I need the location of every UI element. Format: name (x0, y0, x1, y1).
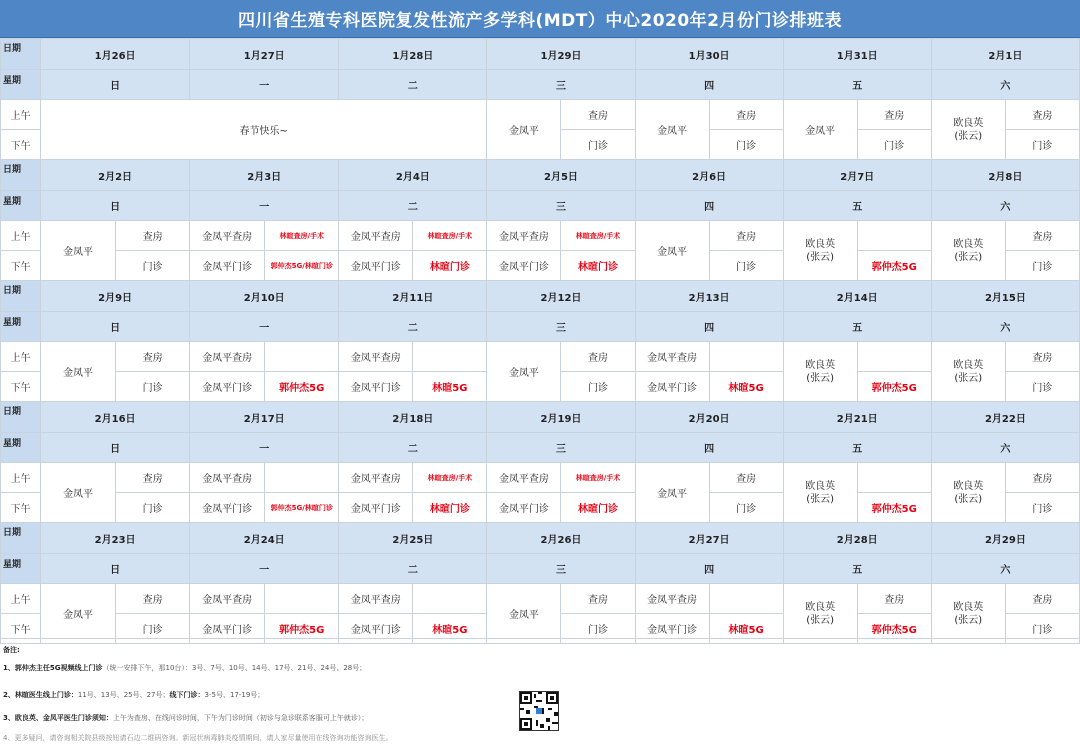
weekday-cell: 三 (487, 554, 635, 584)
rounds-cell: 查房 (709, 221, 783, 251)
lin-clinic-cell: 林暄门诊 (561, 251, 635, 281)
date-cell: 2月1日 (931, 39, 1079, 70)
doctor-cell: 欧良英 (张云) (783, 463, 857, 523)
lin-surgery-cell: 林暄查房/手术 (561, 463, 635, 493)
jin-clinic-cell: 金凤平门诊 (339, 372, 413, 402)
weekday-cell: 二 (339, 433, 487, 463)
date-cell: 2月2日 (41, 160, 190, 191)
clinic-cell: 门诊 (1005, 493, 1079, 523)
empty-cell (857, 463, 931, 493)
empty-cell (413, 584, 487, 614)
doctor-cell: 金凤平 (41, 584, 116, 644)
weekday-cell: 一 (190, 554, 339, 584)
date-label: 日期 (3, 528, 22, 538)
doctor-cell: 金凤平 (487, 584, 561, 644)
lin-surgery-cell: 林暄查房/手术 (413, 463, 487, 493)
date-cell: 2月23日 (41, 523, 190, 554)
clinic-cell: 门诊 (709, 493, 783, 523)
rounds-cell: 查房 (1005, 584, 1079, 614)
jin-clinic-cell: 金凤平门诊 (635, 372, 709, 402)
lin-surgery-cell: 林暄查房/手术 (561, 221, 635, 251)
clinic-cell: 门诊 (709, 251, 783, 281)
clinic-cell: 门诊 (1005, 251, 1079, 281)
date-cell: 2月18日 (339, 402, 487, 433)
date-cell: 2月21日 (783, 402, 931, 433)
guo-5g-cell: 郭仲杰5G (857, 493, 931, 523)
note-1-label: 1、郭仲杰主任5G视频线上门诊 (3, 664, 103, 672)
date-header-label (1, 160, 41, 191)
date-cell: 2月24日 (190, 523, 339, 554)
rounds-cell: 查房 (709, 463, 783, 493)
qr-code-icon[interactable] (519, 691, 559, 731)
pm-label: 下午 (1, 614, 41, 644)
doctor-cell: 金凤平 (635, 100, 709, 160)
date-cell: 2月22日 (931, 402, 1079, 433)
weekday-cell: 四 (635, 554, 783, 584)
date-cell: 1月31日 (783, 39, 931, 70)
note-2 (3, 690, 264, 700)
guo-5g-cell: 郭仲杰5G (265, 614, 339, 644)
weekday-cell: 日 (41, 70, 190, 100)
date-label: 日期 (3, 44, 22, 54)
doctor-cell: 金凤平 (635, 463, 709, 523)
weekday-cell: 一 (190, 433, 339, 463)
clinic-cell: 门诊 (116, 251, 190, 281)
weekday-cell: 四 (635, 191, 783, 221)
clinic-cell: 门诊 (1005, 614, 1079, 644)
jin-rounds-cell: 金凤平查房 (190, 221, 265, 251)
weekday-cell: 日 (41, 433, 190, 463)
date-cell: 2月7日 (783, 160, 931, 191)
clinic-cell: 门诊 (116, 372, 190, 402)
date-header-label (1, 281, 41, 312)
week-label: 星期 (3, 318, 22, 328)
lin-5g-cell: 林暄5G (413, 372, 487, 402)
weekday-cell: 一 (190, 312, 339, 342)
jin-rounds-cell: 金凤平查房 (339, 584, 413, 614)
empty-cell (709, 584, 783, 614)
pm-label: 下午 (1, 372, 41, 402)
doctor-cell: 欧良英 (张云) (931, 221, 1005, 281)
rounds-cell: 查房 (1005, 463, 1079, 493)
clinic-cell: 门诊 (561, 614, 635, 644)
lin-clinic-cell: 林暄门诊 (413, 251, 487, 281)
weekday-header-label (1, 191, 41, 221)
date-label: 日期 (3, 407, 22, 417)
rounds-cell: 查房 (1005, 342, 1079, 372)
date-cell: 2月12日 (487, 281, 635, 312)
jin-clinic-cell: 金凤平门诊 (339, 251, 413, 281)
note-4: 4、更多疑问，请咨询相关院县级按钮请石边二维码咨询。新冠状病毒肺炎疫情期间，请人家尽量使用在线咨询功能咨询医生。 (3, 734, 393, 742)
note-1-text: （统一安排下午，那10台）：3号、7号、10号、14号、17号、21号、24号、28号； (102, 664, 367, 672)
date-cell: 2月8日 (931, 160, 1079, 191)
date-cell: 2月6日 (635, 160, 783, 191)
guo-lin-cell: 郭仲杰5G/林暄门诊 (265, 251, 339, 281)
weekday-cell: 六 (931, 312, 1079, 342)
am-label: 上午 (1, 100, 41, 130)
doctor-cell: 金凤平 (41, 463, 116, 523)
date-header-label (1, 402, 41, 433)
jin-rounds-cell: 金凤平查房 (487, 221, 561, 251)
weekday-cell: 日 (41, 312, 190, 342)
jin-rounds-cell: 金凤平查房 (339, 221, 413, 251)
date-cell: 1月26日 (41, 39, 190, 70)
guo-5g-cell: 郭仲杰5G (265, 372, 339, 402)
jin-rounds-cell: 金凤平查房 (190, 342, 265, 372)
rounds-cell: 查房 (857, 584, 931, 614)
guo-5g-cell: 郭仲杰5G (857, 251, 931, 281)
date-label: 日期 (3, 165, 22, 175)
jin-clinic-cell: 金凤平门诊 (190, 614, 265, 644)
date-cell: 2月10日 (190, 281, 339, 312)
note-2-text: 11号、13号、25号、27号； (77, 691, 170, 699)
rounds-cell: 查房 (116, 463, 190, 493)
date-cell: 2月28日 (783, 523, 931, 554)
doctor-cell: 欧良英 (张云) (783, 342, 857, 402)
rounds-cell: 查房 (116, 342, 190, 372)
weekday-cell: 六 (931, 554, 1079, 584)
weekday-header-label (1, 433, 41, 463)
weekday-cell: 五 (783, 433, 931, 463)
date-cell: 1月29日 (487, 39, 635, 70)
weekday-cell: 日 (41, 554, 190, 584)
am-label: 上午 (1, 221, 41, 251)
week-label: 星期 (3, 560, 22, 570)
clinic-cell: 门诊 (561, 372, 635, 402)
note-2-text2: 3-5号、17-19号； (204, 691, 265, 699)
jin-clinic-cell: 金凤平门诊 (339, 614, 413, 644)
doctor-cell: 欧良英 (张云) (783, 221, 857, 281)
am-label: 上午 (1, 463, 41, 493)
date-cell: 2月19日 (487, 402, 635, 433)
date-cell: 2月27日 (635, 523, 783, 554)
weekday-cell: 五 (783, 554, 931, 584)
doctor-cell: 金凤平 (635, 221, 709, 281)
empty-cell (709, 342, 783, 372)
note-3-text: 上午为查房、在线问诊时间，下午为门诊时间（初诊与急诊联系客服可上午就诊）； (112, 714, 369, 722)
rounds-cell: 查房 (116, 584, 190, 614)
empty-cell (265, 584, 339, 614)
doctor-cell: 金凤平 (41, 342, 116, 402)
doctor-cell: 金凤平 (487, 100, 561, 160)
note-3 (3, 713, 368, 723)
date-cell: 2月5日 (487, 160, 635, 191)
notes-heading: 备注: (3, 646, 20, 654)
lin-5g-cell: 林暄5G (413, 614, 487, 644)
jin-clinic-cell: 金凤平门诊 (339, 493, 413, 523)
pm-label: 下午 (1, 130, 41, 160)
pm-label: 下午 (1, 251, 41, 281)
date-cell: 2月14日 (783, 281, 931, 312)
lin-surgery-cell: 林暄查房/手术 (413, 221, 487, 251)
date-cell: 2月15日 (931, 281, 1079, 312)
doctor-cell: 金凤平 (41, 221, 116, 281)
am-label: 上午 (1, 342, 41, 372)
jin-rounds-cell: 金凤平查房 (487, 463, 561, 493)
date-cell: 2月4日 (339, 160, 487, 191)
weekday-cell: 二 (339, 312, 487, 342)
lin-5g-cell: 林暄5G (709, 372, 783, 402)
jin-clinic-cell: 金凤平门诊 (487, 251, 561, 281)
weekday-cell: 六 (931, 191, 1079, 221)
week-label: 星期 (3, 197, 22, 207)
rounds-cell: 查房 (709, 100, 783, 130)
jin-rounds-cell: 金凤平查房 (635, 584, 709, 614)
date-cell: 2月9日 (41, 281, 190, 312)
jin-rounds-cell: 金凤平查房 (190, 584, 265, 614)
weekday-cell: 一 (190, 191, 339, 221)
clinic-cell: 门诊 (561, 130, 635, 160)
date-cell: 2月29日 (931, 523, 1079, 554)
jin-clinic-cell: 金凤平门诊 (635, 614, 709, 644)
weekday-cell: 四 (635, 312, 783, 342)
lin-surgery-cell: 林暄查房/手术 (265, 221, 339, 251)
empty-cell (857, 221, 931, 251)
date-header-label (1, 39, 41, 70)
weekday-cell: 一 (190, 70, 339, 100)
weekday-cell: 三 (487, 312, 635, 342)
date-cell: 2月13日 (635, 281, 783, 312)
jin-clinic-cell: 金凤平门诊 (190, 372, 265, 402)
weekday-cell: 二 (339, 191, 487, 221)
weekday-cell: 三 (487, 433, 635, 463)
rounds-cell: 查房 (1005, 221, 1079, 251)
weekday-cell: 五 (783, 70, 931, 100)
date-cell: 2月17日 (190, 402, 339, 433)
empty-cell (265, 342, 339, 372)
note-2-label: 2、林暄医生线上门诊： (3, 691, 78, 699)
doctor-cell: 欧良英 (张云) (931, 100, 1005, 160)
date-cell: 1月27日 (190, 39, 339, 70)
rounds-cell: 查房 (561, 100, 635, 130)
empty-cell (413, 342, 487, 372)
jin-rounds-cell: 金凤平查房 (190, 463, 265, 493)
clinic-cell: 门诊 (857, 130, 931, 160)
rounds-cell: 查房 (1005, 100, 1079, 130)
lin-clinic-cell: 林暄门诊 (561, 493, 635, 523)
date-header-label (1, 523, 41, 554)
am-label: 上午 (1, 584, 41, 614)
date-cell: 2月11日 (339, 281, 487, 312)
jin-clinic-cell: 金凤平门诊 (190, 251, 265, 281)
doctor-cell: 欧良英 (张云) (931, 342, 1005, 402)
page-title: 四川省生殖专科医院复发性流产多学科(MDT）中心2020年2月份门诊排班表 (0, 0, 1080, 38)
weekday-cell: 六 (931, 70, 1079, 100)
notes-section (0, 638, 1080, 746)
weekday-cell: 五 (783, 191, 931, 221)
clinic-cell: 门诊 (1005, 372, 1079, 402)
lin-5g-cell: 林暄5G (709, 614, 783, 644)
weekday-cell: 二 (339, 554, 487, 584)
date-label: 日期 (3, 286, 22, 296)
rounds-cell: 查房 (116, 221, 190, 251)
jin-clinic-cell: 金凤平门诊 (190, 493, 265, 523)
clinic-cell: 门诊 (116, 493, 190, 523)
note-3-label: 3、欧良英、金凤平医生门诊须知： (3, 714, 113, 722)
note-1 (3, 663, 366, 673)
weekday-cell: 六 (931, 433, 1079, 463)
weekday-header-label (1, 554, 41, 584)
pm-label: 下午 (1, 493, 41, 523)
clinic-cell: 门诊 (1005, 130, 1079, 160)
guo-5g-cell: 郭仲杰5G (857, 614, 931, 644)
weekday-header-label (1, 312, 41, 342)
jin-rounds-cell: 金凤平查房 (635, 342, 709, 372)
doctor-cell: 欧良英 (张云) (931, 584, 1005, 644)
rounds-cell: 查房 (857, 100, 931, 130)
week-label: 星期 (3, 76, 22, 86)
guo-5g-cell: 郭仲杰5G (857, 372, 931, 402)
rounds-cell: 查房 (561, 342, 635, 372)
date-cell: 2月25日 (339, 523, 487, 554)
weekday-header-label (1, 70, 41, 100)
doctor-cell: 欧良英 (张云) (783, 584, 857, 644)
note-2-label2: 线下门诊： (169, 691, 205, 699)
lin-clinic-cell: 林暄门诊 (413, 493, 487, 523)
weekday-cell: 三 (487, 70, 635, 100)
weekday-cell: 四 (635, 433, 783, 463)
date-cell: 1月30日 (635, 39, 783, 70)
holiday-cell: 春节快乐~ (41, 100, 487, 160)
jin-rounds-cell: 金凤平查房 (339, 463, 413, 493)
weekday-cell: 四 (635, 70, 783, 100)
jin-rounds-cell: 金凤平查房 (339, 342, 413, 372)
date-cell: 2月20日 (635, 402, 783, 433)
jin-clinic-cell: 金凤平门诊 (487, 493, 561, 523)
date-cell: 2月3日 (190, 160, 339, 191)
weekday-cell: 日 (41, 191, 190, 221)
weekday-cell: 五 (783, 312, 931, 342)
weekday-cell: 二 (339, 70, 487, 100)
clinic-cell: 门诊 (709, 130, 783, 160)
date-cell: 2月16日 (41, 402, 190, 433)
empty-cell (857, 342, 931, 372)
weekday-cell: 三 (487, 191, 635, 221)
schedule-table (0, 38, 1080, 644)
date-cell: 2月26日 (487, 523, 635, 554)
doctor-cell: 金凤平 (783, 100, 857, 160)
rounds-cell: 查房 (561, 584, 635, 614)
doctor-cell: 金凤平 (487, 342, 561, 402)
guo-lin-cell: 郭仲杰5G/林暄门诊 (265, 493, 339, 523)
clinic-cell: 门诊 (116, 614, 190, 644)
week-label: 星期 (3, 439, 22, 449)
doctor-cell: 欧良英 (张云) (931, 463, 1005, 523)
date-cell: 1月28日 (339, 39, 487, 70)
empty-cell (265, 463, 339, 493)
